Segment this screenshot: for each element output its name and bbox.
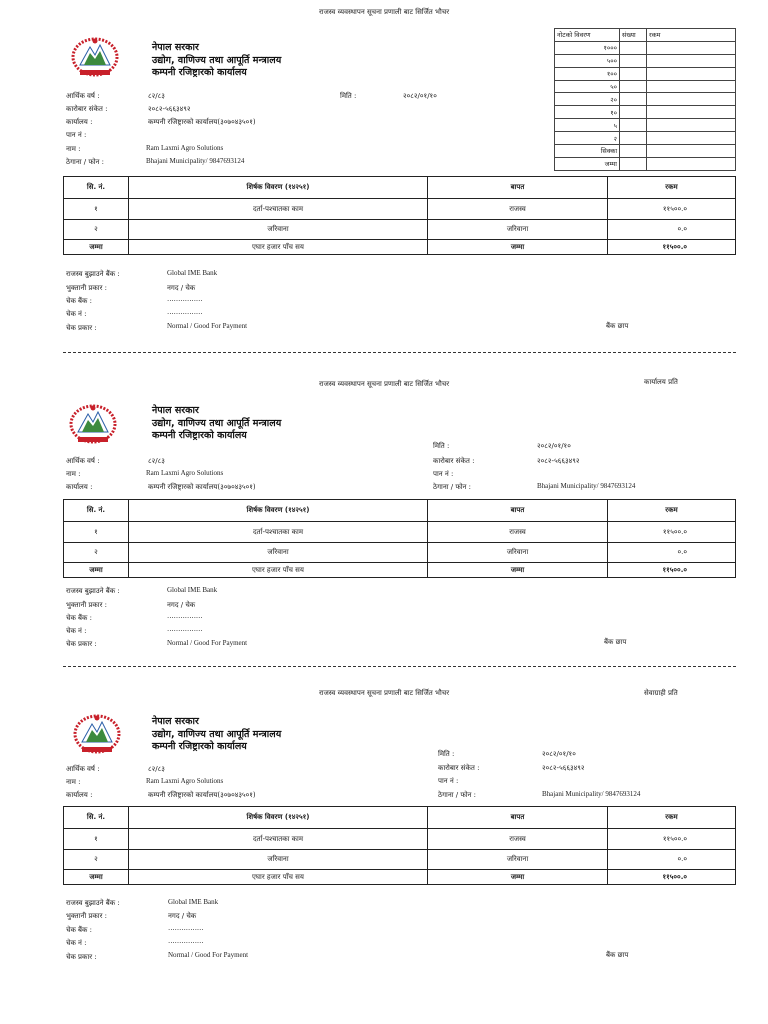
denomination-table — [554, 28, 736, 171]
row-sn: २ — [64, 850, 129, 870]
row-amount: ०.० — [608, 220, 736, 240]
total-label: जम्मा — [64, 240, 129, 255]
denom-row: ५० — [555, 80, 620, 93]
header-line-1: नेपाल सरकार — [152, 716, 199, 727]
denom-row: १००० — [555, 41, 620, 54]
col-amount: रकम — [608, 177, 736, 199]
name-label: नाम : — [66, 778, 81, 786]
col-purpose: बापत — [428, 807, 608, 829]
denom-header-count: संख्या — [620, 29, 647, 42]
fiscal-year-value: ८२/८३ — [148, 765, 165, 773]
denom-row: २ — [555, 132, 620, 145]
row-purpose: राजस्व — [428, 522, 608, 543]
bank-stamp-label: बैंक छाप — [604, 638, 627, 646]
transaction-code-value: २०८२-५६६३४९२ — [537, 457, 580, 465]
row-sn: २ — [64, 220, 129, 240]
row-amount: ०.० — [608, 850, 736, 870]
cheque-bank-label: चेक बैंक : — [66, 614, 93, 622]
payment-type-label: भुक्तानी प्रकार : — [66, 284, 108, 292]
pan-label: पान नं : — [66, 131, 87, 139]
voucher-title: राजस्व व्यवस्थापन सूचना प्रणाली बाट सिर्जित भौचर — [318, 689, 450, 697]
total-label: जम्मा — [64, 870, 129, 885]
items-table — [63, 806, 736, 885]
voucher-title: राजस्व व्यवस्थापन सूचना प्रणाली बाट सिर्जित भौचर — [318, 8, 450, 16]
office-label: कार्यालय : — [66, 118, 93, 126]
denom-row: ५०० — [555, 54, 620, 67]
denom-row: १० — [555, 106, 620, 119]
payment-type-value: नगद / चेक — [167, 601, 196, 609]
col-sn: सि. नं. — [64, 807, 129, 829]
table-row — [64, 199, 736, 220]
transaction-code-label: कारोबार संकेत : — [66, 105, 108, 113]
total-label-2: जम्मा — [428, 563, 608, 578]
transaction-code-label: कारोबार संकेत : — [433, 457, 475, 465]
denom-row: सिक्का — [555, 145, 620, 158]
denom-row: १०० — [555, 67, 620, 80]
table-row — [64, 220, 736, 240]
total-label-2: जम्मा — [428, 870, 608, 885]
table-row — [64, 829, 736, 850]
cheque-type-value: Normal / Good For Payment — [167, 639, 248, 647]
table-row — [64, 543, 736, 563]
name-value: Ram Laxmi Agro Solutions — [146, 777, 224, 785]
row-description: जरिवाना — [129, 220, 428, 240]
fiscal-year-value: ८२/८३ — [148, 92, 165, 100]
header-line-3: कम्पनी रजिष्ट्रारको कार्यालय — [152, 67, 247, 78]
cheque-bank-value: ................ — [167, 612, 203, 620]
date-label: मिति : — [438, 750, 455, 758]
row-description: दर्ता-पश्चातका काम — [129, 522, 428, 543]
col-description: शिर्षक विवरण (१४२५१) — [129, 807, 428, 829]
cheque-bank-label: चेक बैंक : — [66, 926, 93, 934]
col-description: शिर्षक विवरण (१४२५१) — [129, 500, 428, 522]
bank-value: Global IME Bank — [167, 586, 218, 594]
row-description: जरिवाना — [129, 543, 428, 563]
total-label: जम्मा — [64, 563, 129, 578]
gov-header — [152, 405, 281, 443]
items-table — [63, 176, 736, 255]
bank-label: राजस्व बुझाउने बैंक : — [66, 270, 120, 278]
voucher-title: राजस्व व्यवस्थापन सूचना प्रणाली बाट सिर्जित भौचर — [318, 380, 450, 388]
bank-stamp-label: बैंक छाप — [606, 951, 629, 959]
name-value: Ram Laxmi Agro Solutions — [146, 469, 224, 477]
fiscal-year-label: आर्थिक वर्ष : — [66, 765, 100, 773]
bank-label: राजस्व बुझाउने बैंक : — [66, 587, 120, 595]
cheque-no-label: चेक नं : — [66, 939, 87, 947]
transaction-code-label: कारोबार संकेत : — [438, 764, 480, 772]
name-label: नाम : — [66, 470, 81, 478]
cheque-type-value: Normal / Good For Payment — [168, 951, 249, 959]
row-description: दर्ता-पश्चातका काम — [129, 829, 428, 850]
col-description: शिर्षक विवरण (१४२५१) — [129, 177, 428, 199]
office-value: कम्पनी रजिष्ट्रारको कार्यालय(३०७०४३५०१) — [148, 118, 256, 126]
address-value: Bhajani Municipality/ 9847693124 — [146, 157, 245, 165]
nepal-emblem-icon — [72, 714, 122, 756]
denom-row: २० — [555, 93, 620, 106]
cheque-type-value: Normal / Good For Payment — [167, 322, 248, 330]
payment-type-label: भुक्तानी प्रकार : — [66, 601, 108, 609]
address-value: Bhajani Municipality/ 9847693124 — [537, 482, 636, 490]
cheque-bank-label: चेक बैंक : — [66, 297, 93, 305]
cheque-no-label: चेक नं : — [66, 310, 87, 318]
cheque-bank-value: ................ — [168, 924, 204, 932]
header-line-3: कम्पनी रजिष्ट्रारको कार्यालय — [152, 741, 247, 752]
row-purpose: जरिवाना — [428, 220, 608, 240]
copy-label-office: कार्यालय प्रति — [644, 378, 678, 386]
cheque-type-label: चेक प्रकार : — [66, 640, 97, 648]
row-purpose: जरिवाना — [428, 543, 608, 563]
office-value: कम्पनी रजिष्ट्रारको कार्यालय(३०७०४३५०१) — [148, 791, 256, 799]
total-amount: ११५००.० — [608, 563, 736, 578]
total-label-2: जम्मा — [428, 240, 608, 255]
row-sn: २ — [64, 543, 129, 563]
cut-line — [63, 666, 736, 667]
total-row — [64, 240, 736, 255]
payment-type-value: नगद / चेक — [168, 912, 197, 920]
header-line-1: नेपाल सरकार — [152, 405, 199, 416]
cheque-no-value: ................ — [167, 625, 203, 633]
bank-value: Global IME Bank — [168, 898, 219, 906]
col-purpose: बापत — [428, 500, 608, 522]
denom-row: ५ — [555, 119, 620, 132]
pan-label: पान नं : — [433, 470, 454, 478]
fiscal-year-value: ८२/८३ — [148, 457, 165, 465]
row-description: जरिवाना — [129, 850, 428, 870]
header-line-2: उद्योग, वाणिज्य तथा आपूर्ति मन्त्रालय — [152, 728, 282, 740]
date-value: २०८२/०१/१० — [403, 92, 437, 100]
cheque-no-value: ................ — [168, 937, 204, 945]
bank-value: Global IME Bank — [167, 269, 218, 277]
address-label: ठेगाना / फोन : — [438, 791, 477, 799]
row-sn: १ — [64, 829, 129, 850]
row-purpose: राजस्व — [428, 199, 608, 220]
date-label: मिति : — [433, 442, 450, 450]
denom-header-amount: रकम — [647, 29, 736, 42]
col-amount: रकम — [608, 807, 736, 829]
row-description: दर्ता-पश्चातका काम — [129, 199, 428, 220]
fiscal-year-label: आर्थिक वर्ष : — [66, 92, 100, 100]
total-amount: ११५००.० — [608, 240, 736, 255]
row-amount: ११५००.० — [608, 829, 736, 850]
cheque-no-value: ................ — [167, 308, 203, 316]
address-label: ठेगाना / फोन : — [66, 158, 105, 166]
header-line-2: उद्योग, वाणिज्य तथा आपूर्ति मन्त्रालय — [152, 417, 282, 429]
cheque-bank-value: ................ — [167, 295, 203, 303]
cut-line — [63, 352, 736, 353]
row-sn: १ — [64, 199, 129, 220]
row-amount: ११५००.० — [608, 199, 736, 220]
date-value: २०८२/०१/१० — [537, 442, 571, 450]
denom-row-total: जम्मा — [555, 157, 620, 170]
table-row — [64, 850, 736, 870]
nepal-emblem-icon — [68, 404, 118, 446]
header-line-2: उद्योग, वाणिज्य तथा आपूर्ति मन्त्रालय — [152, 54, 282, 66]
row-purpose: राजस्व — [428, 829, 608, 850]
office-value: कम्पनी रजिष्ट्रारको कार्यालय(३०७०४३५०१) — [148, 483, 256, 491]
col-sn: सि. नं. — [64, 177, 129, 199]
items-table — [63, 499, 736, 578]
office-label: कार्यालय : — [66, 791, 93, 799]
row-amount: ०.० — [608, 543, 736, 563]
transaction-code-value: २०८२-५६६३४९२ — [148, 105, 191, 113]
fiscal-year-label: आर्थिक वर्ष : — [66, 457, 100, 465]
address-label: ठेगाना / फोन : — [433, 483, 472, 491]
gov-header — [152, 42, 281, 80]
cheque-type-label: चेक प्रकार : — [66, 324, 97, 332]
row-sn: १ — [64, 522, 129, 543]
cheque-no-label: चेक नं : — [66, 627, 87, 635]
total-row — [64, 870, 736, 885]
row-amount: ११५००.० — [608, 522, 736, 543]
name-label: नाम : — [66, 145, 81, 153]
total-in-words: एघार हजार पाँच सय — [129, 563, 428, 578]
address-value: Bhajani Municipality/ 9847693124 — [542, 790, 641, 798]
payment-type-label: भुक्तानी प्रकार : — [66, 912, 108, 920]
total-amount: ११५००.० — [608, 870, 736, 885]
payment-type-value: नगद / चेक — [167, 284, 196, 292]
header-line-3: कम्पनी रजिष्ट्रारको कार्यालय — [152, 430, 247, 441]
header-line-1: नेपाल सरकार — [152, 42, 199, 53]
date-value: २०८२/०१/१० — [542, 750, 576, 758]
col-amount: रकम — [608, 500, 736, 522]
cheque-type-label: चेक प्रकार : — [66, 953, 97, 961]
bank-stamp-label: बैंक छाप — [606, 322, 629, 330]
total-in-words: एघार हजार पाँच सय — [129, 870, 428, 885]
denom-header-note: नोटको विवरण — [555, 29, 620, 42]
office-label: कार्यालय : — [66, 483, 93, 491]
gov-header — [152, 716, 281, 754]
table-row — [64, 522, 736, 543]
row-purpose: जरिवाना — [428, 850, 608, 870]
total-in-words: एघार हजार पाँच सय — [129, 240, 428, 255]
transaction-code-value: २०८२-५६६३४९२ — [542, 764, 585, 772]
col-purpose: बापत — [428, 177, 608, 199]
bank-label: राजस्व बुझाउने बैंक : — [66, 899, 120, 907]
nepal-emblem-icon — [70, 37, 120, 79]
name-value: Ram Laxmi Agro Solutions — [146, 144, 224, 152]
pan-label: पान नं : — [438, 777, 459, 785]
copy-label-customer: सेवाग्राही प्रति — [644, 689, 678, 697]
total-row — [64, 563, 736, 578]
col-sn: सि. नं. — [64, 500, 129, 522]
date-label: मिति : — [340, 92, 357, 100]
